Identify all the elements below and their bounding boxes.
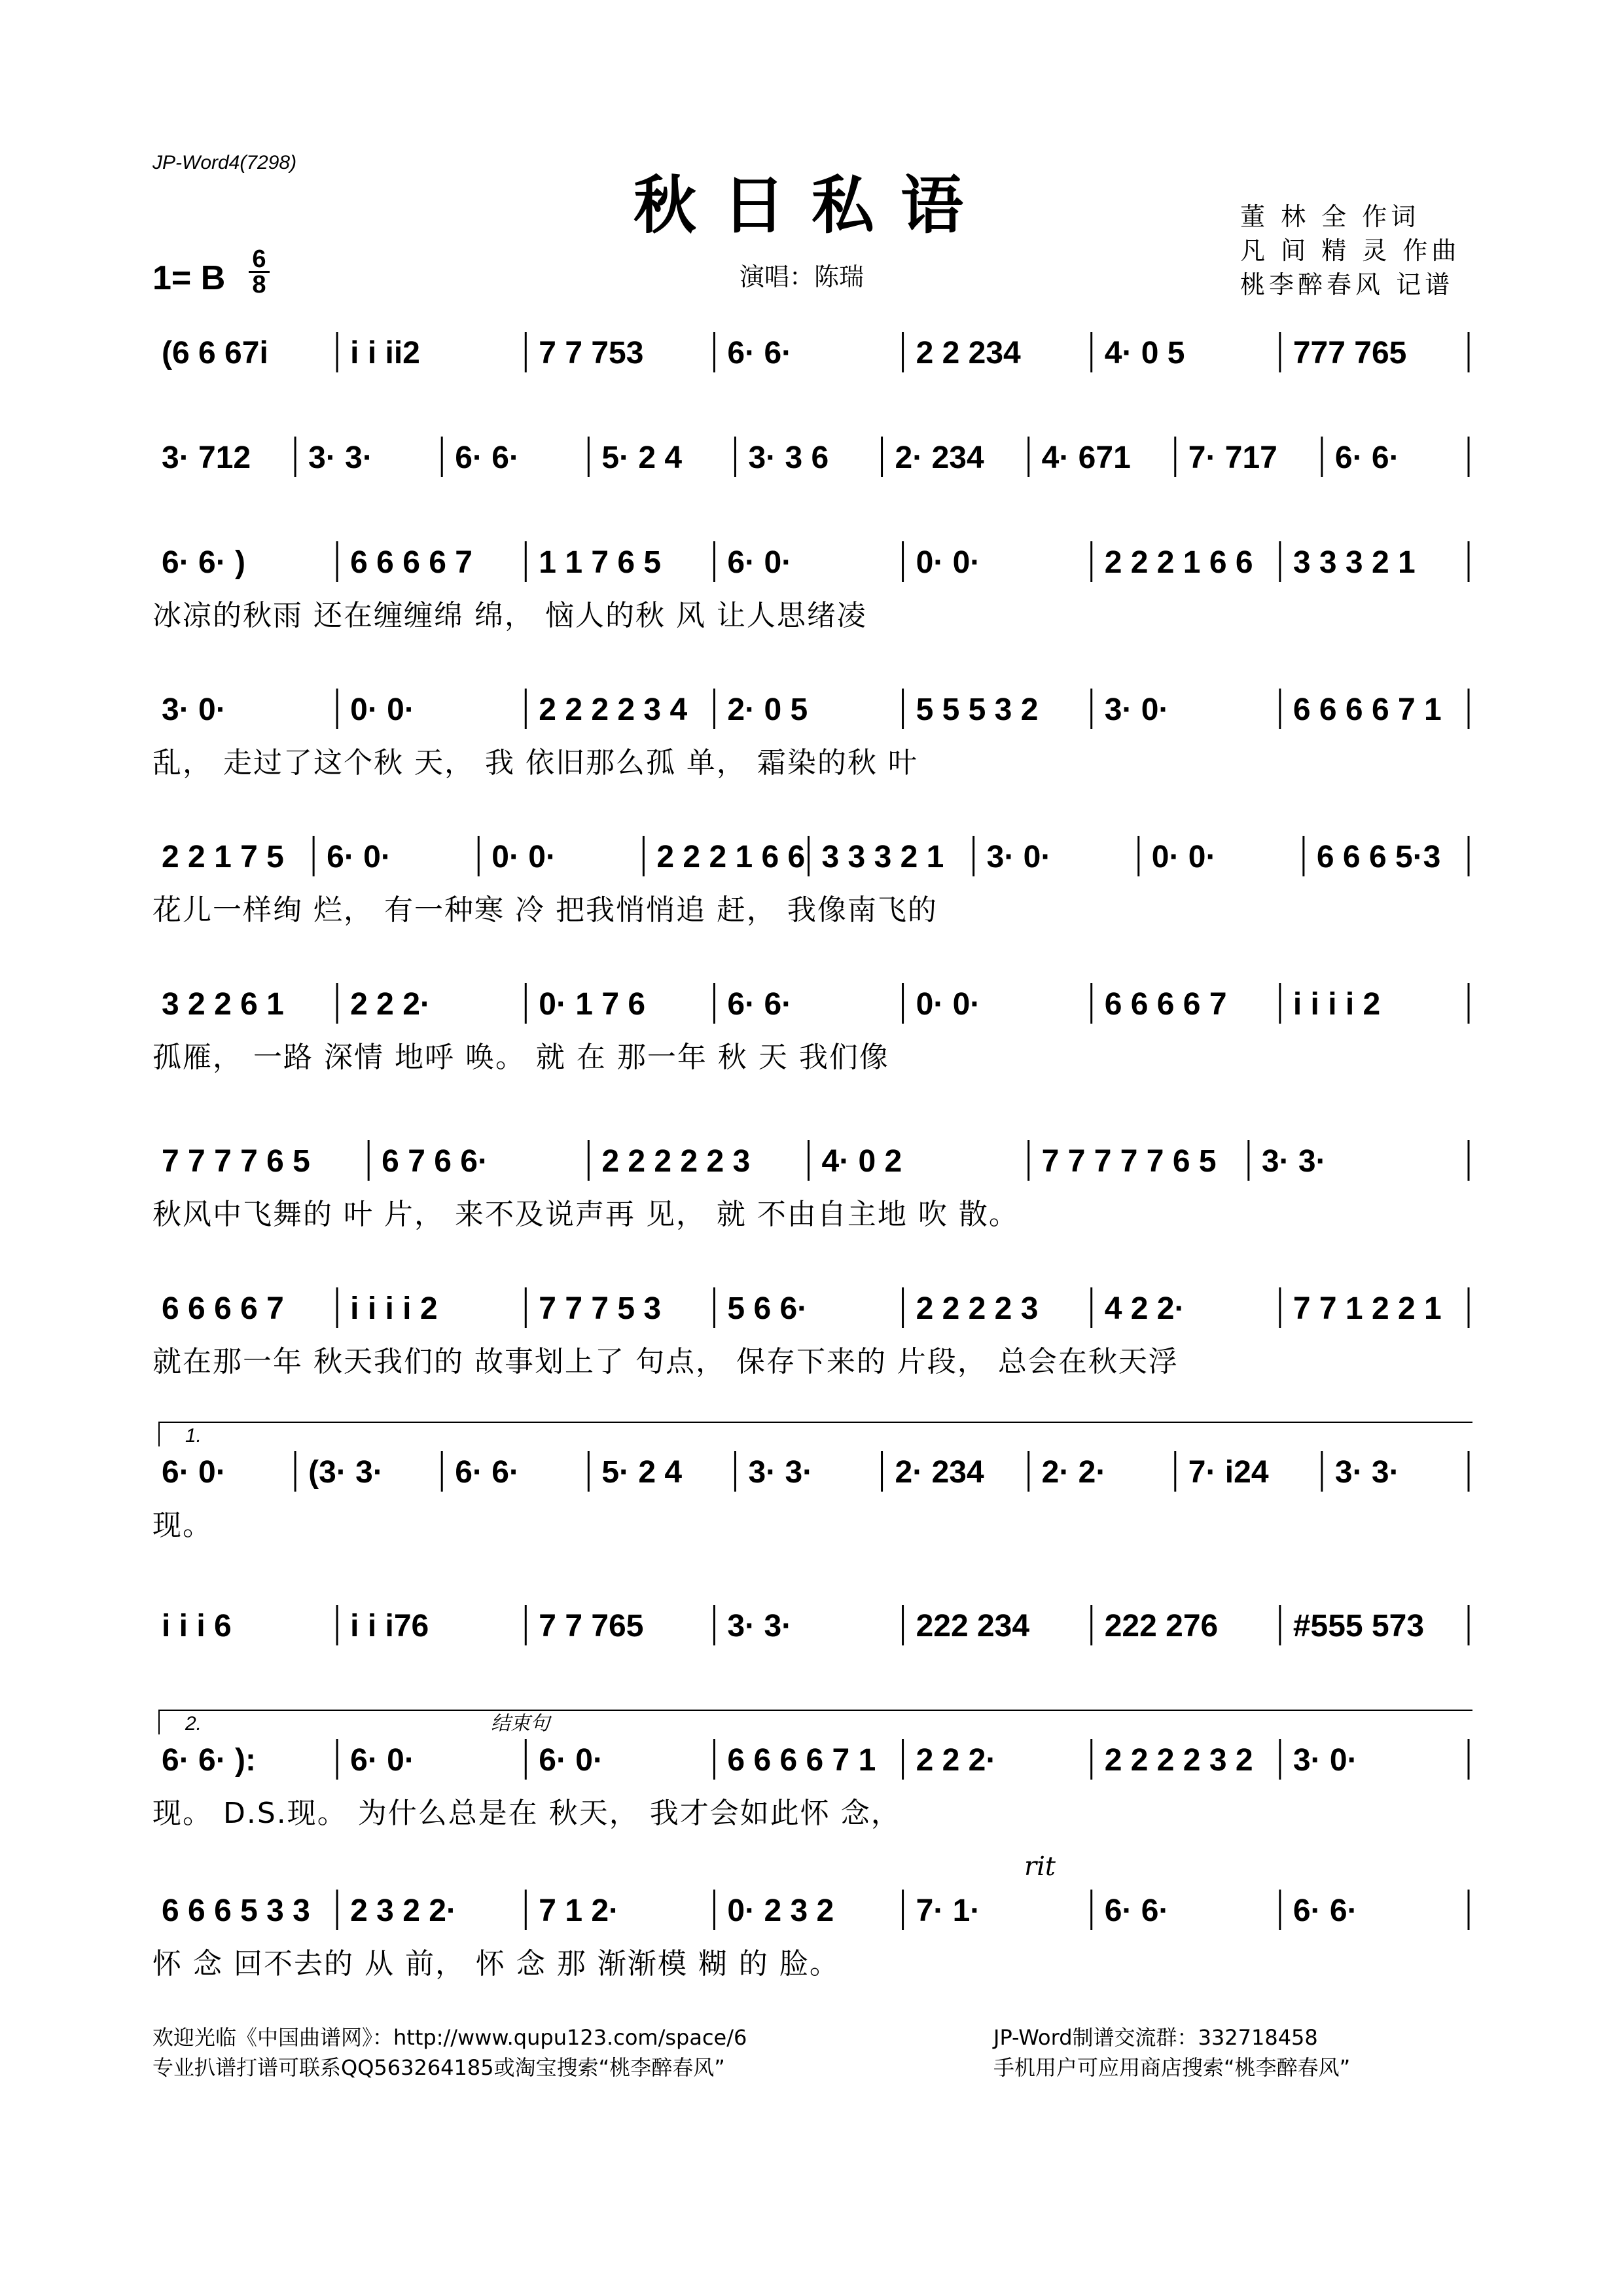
score-row [162, 1605, 1469, 1645]
measure-notes: 6· 0· [539, 1743, 603, 1778]
measure-notes: 2 2 234 [916, 336, 1021, 370]
footer-group: JP-Word制谱交流群：332718458 [993, 2025, 1318, 2050]
measure-notes: 6· 0· [350, 1743, 415, 1778]
lyrics-line: 孤雁， 一路 深情 地呼 唤。 就 在 那一年 秋 天 我们像 [152, 1041, 889, 1074]
measure-notes: 6 6 6 5·3 [1316, 840, 1441, 874]
measure-notes: i i i 6 [162, 1609, 232, 1643]
coda-label: 结束句 [491, 1713, 550, 1734]
measure-notes: 2· 234 [895, 1455, 984, 1490]
time-signature-top: 6 [252, 245, 266, 273]
measure-notes: 2 3 2 2· [350, 1893, 457, 1928]
song-title: 秋日私语 [633, 168, 990, 242]
measure-notes: 5· 2 4 [601, 1455, 683, 1490]
measure-notes: 2· 2· [1041, 1455, 1107, 1490]
measure-notes: 4· 0 2 [821, 1144, 902, 1179]
measure-notes: 6· 0· [727, 545, 793, 580]
measure-notes: 0· 0· [350, 692, 415, 727]
measure-notes: (3· 3· [308, 1455, 383, 1490]
volta-number: 2. [185, 1713, 202, 1734]
measure-notes: 4 2 2· [1104, 1291, 1185, 1326]
score-row [162, 332, 1469, 372]
measure-notes: i i ii2 [350, 336, 420, 370]
measure-notes: 7· i24 [1188, 1455, 1269, 1490]
lyrics-line: 现。 [152, 1509, 213, 1542]
measure-notes: 222 276 [1104, 1609, 1219, 1643]
measure-notes: 3· 0· [986, 840, 1052, 874]
footer-contact: 专业扒谱打谱可联系QQ563264185或淘宝搜索“桃李醉春风” [152, 2055, 725, 2080]
measure-notes: i i i i 2 [1293, 987, 1381, 1022]
measure-notes: 7 7 1 2 2 1 [1293, 1291, 1442, 1326]
measure-notes: 1 1 7 6 5 [539, 545, 662, 580]
footer-website: 欢迎光临《中国曲谱网》：http://www.qupu123.com/space/6 [152, 2025, 747, 2050]
measure-notes: 6 6 6 5 3 3 [162, 1893, 310, 1928]
measure-notes: 3· 0· [1293, 1743, 1358, 1778]
lyricist-credit: 董 林 全 作词 [1240, 202, 1420, 231]
measure-notes: 2 2 2 2 3 2 [1104, 1743, 1253, 1778]
measure-notes: 6· 6· [1293, 1893, 1358, 1928]
measure-notes: 6· 6· [727, 336, 793, 370]
measure-notes: 3· 3 6 [748, 440, 829, 475]
measure-notes: 222 234 [916, 1609, 1030, 1643]
measure-notes: 3· 3· [1334, 1455, 1400, 1490]
measure-notes: 0· 0· [916, 987, 981, 1022]
measure-notes: 2· 0 5 [727, 692, 808, 727]
volta-bracket [159, 1422, 1472, 1446]
lyrics-line: 怀 念 回不去的 从 前， 怀 念 那 渐渐模 糊 的 脸。 [152, 1947, 840, 1981]
measure-notes: 4· 0 5 [1104, 336, 1185, 370]
measure-notes: 6· 6· [455, 440, 520, 475]
lyrics-line: 乱， 走过了这个秋 天， 我 依旧那么孤 单， 霜染的秋 叶 [152, 746, 918, 780]
measure-notes: 6· 0· [327, 840, 391, 874]
measure-notes: 7 7 7 5 3 [539, 1291, 662, 1326]
volta-number: 1. [185, 1425, 202, 1446]
measure-notes: (6 6 67i [162, 336, 268, 370]
lyrics-line: 就在那一年 秋天我们的 故事划上了 句点， 保存下来的 片段， 总会在秋天浮 [152, 1345, 1179, 1378]
measure-notes: 7 7 7 7 7 6 5 [1041, 1144, 1217, 1179]
score-row [152, 1140, 1469, 1231]
measure-notes: 2 2 2· [916, 1743, 997, 1778]
measure-notes: 6· 6· [455, 1455, 520, 1490]
score-row [152, 1287, 1469, 1378]
measure-notes: 6· 0· [162, 1455, 226, 1490]
measure-notes: 5 5 5 3 2 [916, 692, 1039, 727]
measure-notes: 3 3 3 2 1 [821, 840, 944, 874]
measure-notes: 6 6 6 6 7 1 [727, 1743, 876, 1778]
measure-notes: 6 6 6 6 7 [350, 545, 473, 580]
measure-notes: 4· 671 [1041, 440, 1131, 475]
measure-notes: 0· 0· [916, 545, 981, 580]
measure-notes: 6· 6· ) [162, 545, 246, 580]
measure-notes: 0· 0· [1151, 840, 1217, 874]
measure-notes: 3· 3· [1261, 1144, 1327, 1179]
measure-notes: 6· 6· [727, 987, 793, 1022]
measure-notes: 7 1 2· [539, 1893, 620, 1928]
measure-notes: 6 6 6 6 7 1 [1293, 692, 1442, 727]
measure-notes: 2 2 2 2 3 4 [539, 692, 688, 727]
singer-label: 演唱：陈瑞 [740, 262, 865, 291]
measure-notes: 3· 0· [1104, 692, 1169, 727]
footer-app: 手机用户可应用商店搜索“桃李醉春风” [993, 2055, 1351, 2080]
measure-notes: 0· 0· [491, 840, 556, 874]
measure-notes: 2 2 2 2 2 3 [601, 1144, 751, 1179]
measure-notes: 2 2 2 1 6 6 [656, 840, 806, 874]
measure-notes: 7 7 765 [539, 1609, 644, 1643]
score-row [152, 1852, 1469, 1981]
measure-notes: 2 2 1 7 5 [162, 840, 284, 874]
score-row [152, 836, 1469, 927]
measure-notes: 7· 1· [916, 1893, 981, 1928]
score-row [152, 689, 1469, 780]
measure-notes: 3 2 2 6 1 [162, 987, 284, 1022]
score-row [152, 1710, 1472, 1830]
lyrics-line: 秋风中飞舞的 叶 片， 来不及说声再 见， 就 不由自主地 吹 散。 [152, 1198, 1019, 1231]
volta-bracket [159, 1710, 1472, 1734]
key-signature: 1= B [152, 259, 226, 297]
measure-notes: i i i76 [350, 1609, 429, 1643]
measure-notes: 5 6 6· [727, 1291, 808, 1326]
measure-notes: 6· 6· [1334, 440, 1400, 475]
measure-notes: 2 2 2· [350, 987, 431, 1022]
time-signature-bottom: 8 [252, 271, 266, 298]
tempo-mark: rit [1024, 1852, 1056, 1882]
footer-right [993, 2022, 1350, 2083]
measure-notes: 7 7 753 [539, 336, 644, 370]
footer-left [152, 2022, 747, 2083]
score-row [162, 437, 1469, 477]
measure-notes: i i i i 2 [350, 1291, 438, 1326]
measure-notes: 2 2 2 1 6 6 [1104, 545, 1253, 580]
measure-notes: 6· 6· [1104, 1893, 1169, 1928]
measure-notes: 3· 3· [308, 440, 373, 475]
transcriber-credit: 桃李醉春风 记谱 [1240, 270, 1454, 299]
measure-notes: 6 6 6 6 7 [162, 1291, 284, 1326]
measure-notes: 6· 6· ): [162, 1743, 256, 1778]
measure-notes: 3 3 3 2 1 [1293, 545, 1416, 580]
score-row [152, 541, 1469, 632]
measure-notes: 0· 1 7 6 [539, 987, 646, 1022]
measure-notes: 7 7 7 7 6 5 [162, 1144, 310, 1179]
measure-notes: 3· 3· [748, 1455, 813, 1490]
measure-notes: 5· 2 4 [601, 440, 683, 475]
measure-notes: 2 2 2 2 3 [916, 1291, 1039, 1326]
measure-notes: 6 7 6 6· [382, 1144, 488, 1179]
lyrics-line: 花儿一样绚 烂， 有一种寒 冷 把我悄悄追 赶， 我像南飞的 [152, 893, 938, 927]
lyrics-line: 现。 D.S.现。 为什么总是在 秋天， 我才会如此怀 念， [152, 1797, 901, 1830]
measure-notes: #555 573 [1293, 1609, 1425, 1643]
score-row [152, 1422, 1472, 1542]
measure-notes: 3· 3· [727, 1609, 793, 1643]
software-label: JP-Word4(7298) [152, 152, 297, 173]
measure-notes: 6 6 6 6 7 [1104, 987, 1227, 1022]
measure-notes: 3· 712 [162, 440, 251, 475]
measure-notes: 0· 2 3 2 [727, 1893, 834, 1928]
composer-credit: 凡 间 精 灵 作曲 [1240, 236, 1461, 265]
measure-notes: 3· 0· [162, 692, 226, 727]
lyrics-line: 冰凉的秋雨 还在缠缠绵 绵， 恼人的秋 风 让人思绪凌 [152, 599, 867, 632]
score-row [152, 983, 1469, 1074]
measure-notes: 2· 234 [895, 440, 984, 475]
measure-notes: 7· 717 [1188, 440, 1277, 475]
measure-notes: 777 765 [1293, 336, 1407, 370]
